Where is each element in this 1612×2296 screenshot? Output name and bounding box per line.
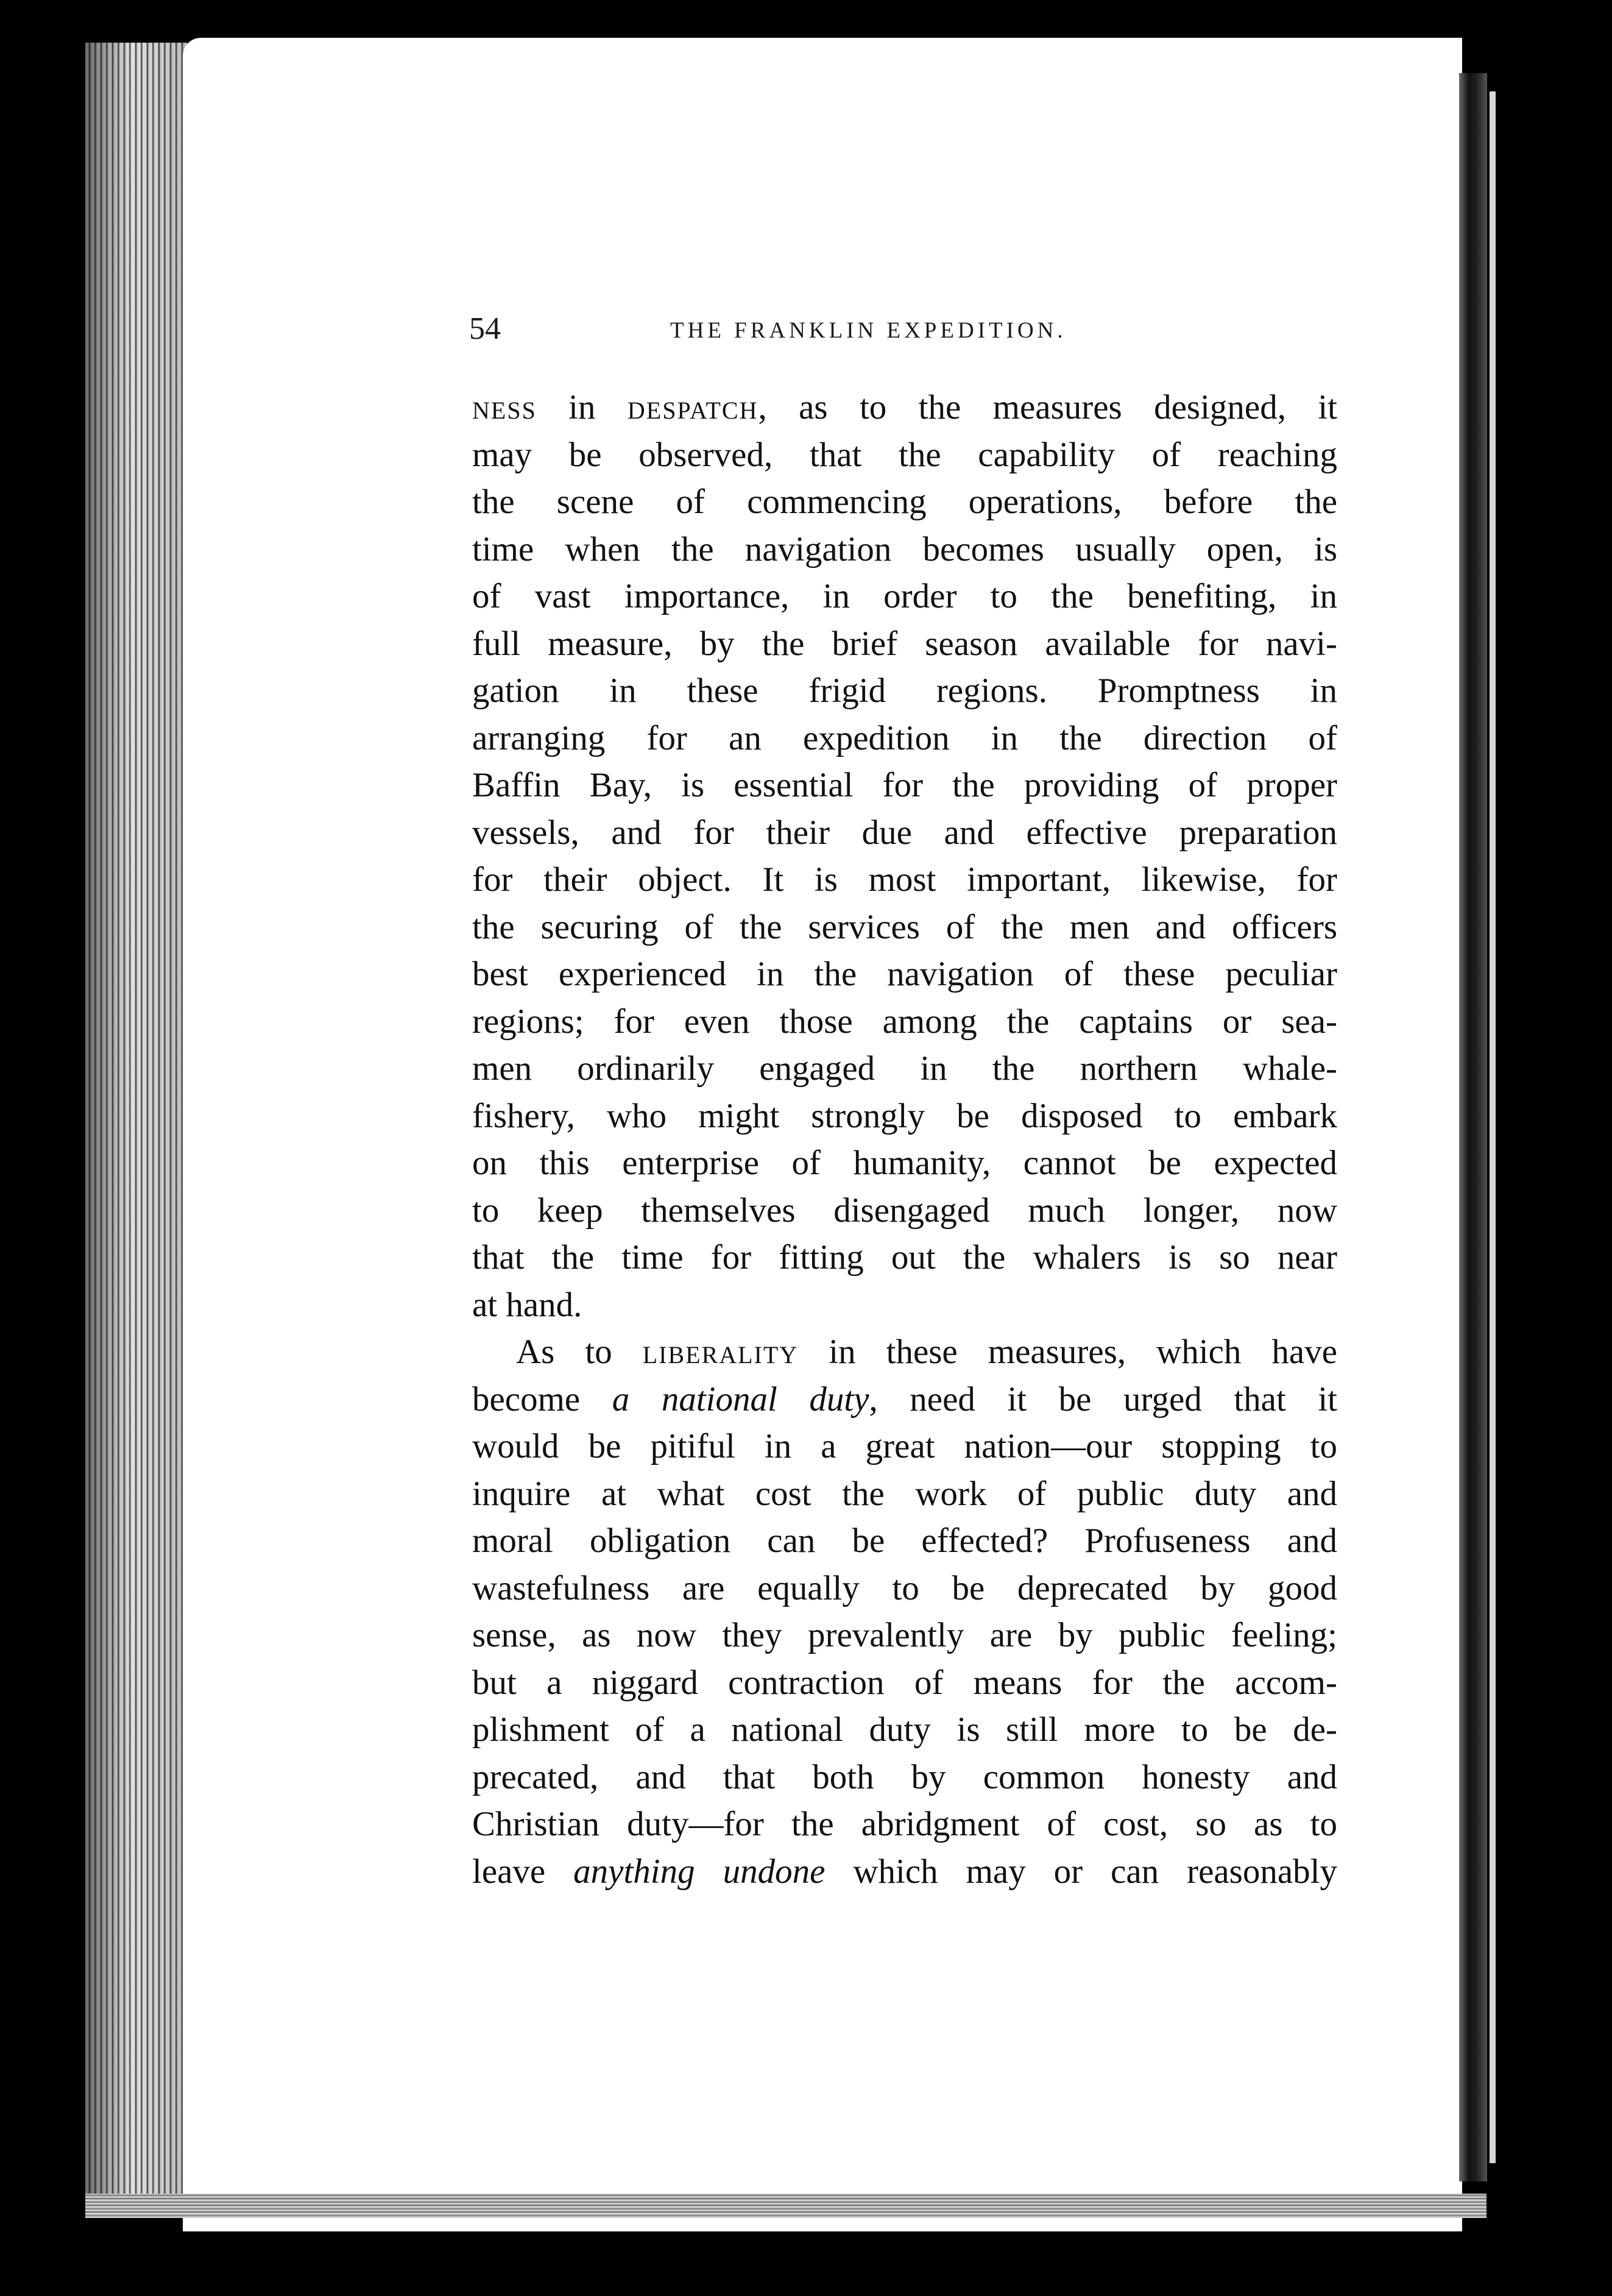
text-segment: on this enterprise of humanity, cannot be expected — [472, 1144, 1337, 1182]
text-segment: that the time for fitting out the whalers is so near — [472, 1238, 1337, 1277]
text-segment: , as to the measures designed, it — [758, 388, 1337, 427]
page-number: 54 — [469, 311, 501, 346]
text-segment: Baffin Bay, is essential for the providing of proper — [472, 766, 1337, 804]
right-page-edge — [1459, 73, 1487, 2181]
text-segment: the scene of commencing operations, before the — [472, 483, 1337, 521]
text-segment: in — [536, 388, 627, 427]
text-segment: vessels, and for their due and effective preparation — [472, 813, 1337, 852]
text-line — [472, 998, 1337, 1046]
text-segment: fishery, who might strongly be disposed to embark — [472, 1096, 1337, 1135]
running-head — [469, 308, 1151, 350]
text-segment: inquire at what cost the work of public duty and — [472, 1474, 1337, 1513]
text-line — [472, 384, 1337, 431]
body-text — [472, 384, 1337, 1895]
text-segment: Christian duty—for the abridgment of cost, so as to — [472, 1805, 1337, 1843]
text-segment: for their object. It is most important, likewise, for — [472, 860, 1337, 899]
text-line — [472, 573, 1337, 620]
right-page-edge-highlight — [1490, 91, 1496, 2163]
text-segment: men ordinarily engaged in the northern whale- — [472, 1049, 1337, 1088]
text-line — [472, 667, 1337, 715]
text-segment: of vast importance, in order to the benefiting, in — [472, 577, 1337, 615]
text-line — [472, 1848, 1337, 1896]
text-segment: , need it be urged that it — [869, 1380, 1337, 1419]
text-line — [472, 1423, 1337, 1470]
text-line — [472, 904, 1337, 951]
text-segment: wastefulness are equally to be deprecated by good — [472, 1568, 1337, 1607]
text-segment: full measure, by the brief season available for navi- — [472, 624, 1337, 663]
text-segment: leave — [472, 1852, 574, 1891]
running-title: THE FRANKLIN EXPEDITION. — [670, 318, 1067, 343]
text-line — [472, 1234, 1337, 1281]
text-line — [472, 1281, 1337, 1329]
text-line — [472, 856, 1337, 904]
text-line — [472, 1612, 1337, 1659]
text-segment: would be pitiful in a great nation—our stopping to — [472, 1427, 1337, 1465]
text-segment: precated, and that both by common honesty and — [472, 1757, 1337, 1796]
italic-text: anything undone — [573, 1852, 825, 1891]
text-line — [472, 1139, 1337, 1187]
text-line — [472, 951, 1337, 998]
text-line — [472, 1187, 1337, 1235]
bottom-page-edges — [85, 2194, 1487, 2218]
text-segment: at hand. — [472, 1285, 582, 1324]
text-segment: arranging for an expedition in the direction of — [472, 718, 1337, 757]
text-line — [472, 431, 1337, 479]
text-segment: time when the navigation becomes usually open, is — [472, 530, 1337, 569]
text-line — [472, 715, 1337, 762]
text-line — [472, 1565, 1337, 1612]
text-segment: gation in these frigid regions. Promptness in — [472, 671, 1337, 710]
text-line — [472, 1376, 1337, 1423]
text-segment: best experienced in the navigation of these peculiar — [472, 955, 1337, 993]
text-line — [472, 1754, 1337, 1801]
text-segment: regions; for even those among the captains or sea- — [472, 1002, 1337, 1041]
text-segment: which may or can reasonably — [825, 1852, 1337, 1891]
text-line — [472, 526, 1337, 573]
small-caps-text: liberality — [642, 1333, 799, 1371]
text-line — [472, 809, 1337, 857]
text-segment: sense, as now they prevalently are by public feeling; — [472, 1616, 1337, 1654]
text-line — [472, 1706, 1337, 1754]
text-line — [472, 1328, 1337, 1376]
italic-text: a national duty — [612, 1380, 869, 1419]
text-line — [472, 620, 1337, 668]
text-segment: become — [472, 1380, 612, 1419]
text-segment: in these measures, which have — [798, 1333, 1337, 1371]
text-line — [472, 1470, 1337, 1518]
text-line — [472, 1801, 1337, 1848]
small-caps-text: ness — [472, 388, 537, 427]
text-segment: plishment of a national duty is still more to be de- — [472, 1710, 1337, 1749]
small-caps-text: despatch — [627, 388, 758, 427]
text-line — [472, 1517, 1337, 1565]
text-line — [472, 1093, 1337, 1140]
text-line — [472, 1659, 1337, 1707]
text-line — [472, 478, 1337, 526]
text-segment: the securing of the services of the men and officers — [472, 907, 1337, 946]
text-segment: may be observed, that the capability of reaching — [472, 435, 1337, 474]
text-segment: moral obligation can be effected? Profuseness and — [472, 1522, 1337, 1560]
text-segment: to keep themselves disengaged much longer, now — [472, 1191, 1337, 1230]
text-segment: As to — [516, 1333, 643, 1371]
text-segment: but a niggard contraction of means for the accom- — [472, 1663, 1337, 1702]
text-line — [472, 762, 1337, 809]
text-line — [472, 1045, 1337, 1093]
